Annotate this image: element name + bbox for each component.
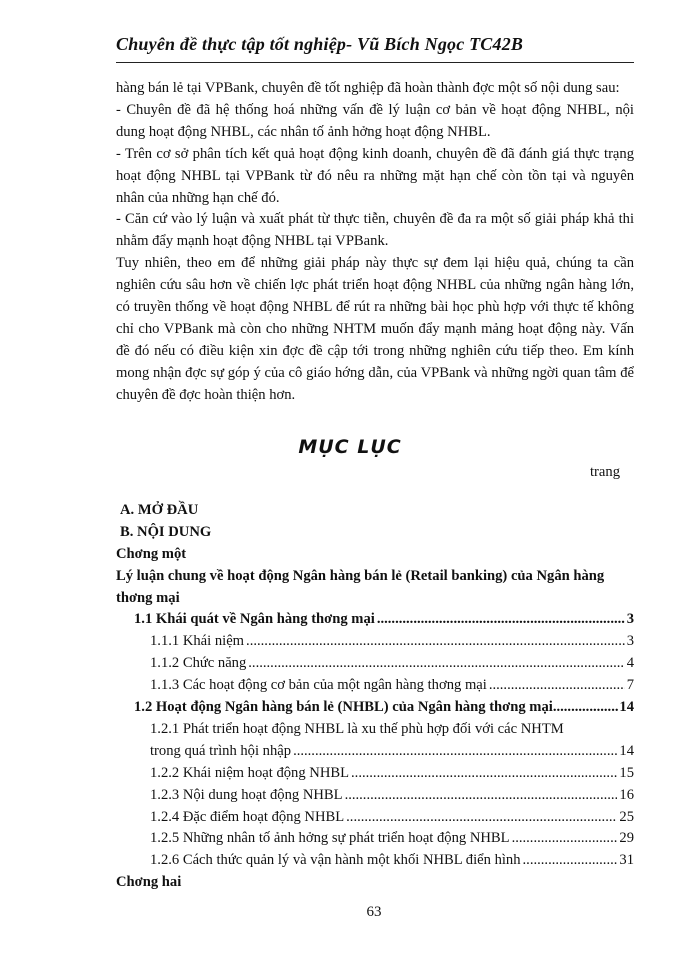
paragraph: - Căn cứ vào lý luận và xuất phát từ thực tiễn, chuyên đề đa ra một số giải pháp khả thi nhằm đẩy mạnh hoạt động NHBL tại VPBank. bbox=[116, 211, 634, 250]
toc-page-label: trang bbox=[590, 464, 620, 480]
toc-entry-page: 15 bbox=[619, 764, 634, 781]
toc-entry bbox=[116, 828, 634, 850]
toc-part-b: B. NỘI DUNG bbox=[120, 523, 212, 540]
toc-entry bbox=[116, 609, 634, 631]
toc-entry bbox=[116, 763, 634, 785]
toc-entry-page: 7 bbox=[626, 677, 634, 694]
toc-entry-page: 29 bbox=[619, 830, 634, 847]
toc-entry-text: 1.2.2 Khái niệm hoạt động NHBL bbox=[150, 764, 350, 781]
toc-chapter-1: Chơng một bbox=[116, 545, 187, 562]
body-text bbox=[116, 78, 634, 407]
toc-entry-page: 14 bbox=[619, 699, 634, 716]
toc-entry bbox=[116, 807, 634, 829]
toc-entry bbox=[116, 631, 634, 653]
toc-entry-text: 1.2.3 Nội dung hoạt động NHBL bbox=[150, 786, 343, 803]
toc-entry-page: 25 bbox=[619, 808, 634, 825]
toc-entry-page: 3 bbox=[626, 611, 634, 628]
toc-entry-text-line: 1.2.1 Phát triển hoạt động NHBL là xu thế phù hợp đối với các NHTM bbox=[150, 720, 564, 737]
toc-entry-text: 1.2 Hoạt động Ngân hàng bán lẻ (NHBL) của Ngân hàng thơng mại bbox=[134, 699, 553, 716]
page-number: 63 bbox=[366, 904, 382, 920]
toc-entry-page: 14 bbox=[619, 742, 634, 759]
toc-entry-text: 1.1.2 Chức năng bbox=[150, 655, 247, 672]
toc-entry-page: 31 bbox=[619, 852, 634, 869]
toc-entry bbox=[116, 785, 634, 807]
paragraph: - Trên cơ sở phân tích kết quả hoạt động kinh doanh, chuyên đề đã đánh giá thực trạng hoạt động NHBL tại VPBank từ đó nêu ra những mặt hạn chế còn tồn tại và nguyên nhân của những hạn chế đó. bbox=[116, 145, 634, 206]
toc-entry-text: 1.1.1 Khái niệm bbox=[150, 633, 245, 650]
toc-entry bbox=[116, 675, 634, 697]
toc-entry-text: 1.2.5 Những nhân tố ảnh hởng sự phát triển hoạt động NHBL bbox=[150, 830, 510, 847]
table-of-contents bbox=[116, 500, 634, 894]
header-divider bbox=[116, 62, 634, 63]
toc-entry-text: trong quá trình hội nhập bbox=[150, 742, 292, 759]
toc-chapter-1-title: Lý luận chung về hoạt động Ngân hàng bán lẻ (Retail banking) của Ngân hàng thơng mại bbox=[116, 567, 605, 606]
paragraph: - Chuyên đề đã hệ thống hoá những vấn đề lý luận cơ bản về hoạt động NHBL, nội dung hoạt động NHBL, các nhân tố ảnh hởng hoạt động NHBL. bbox=[116, 101, 634, 140]
toc-entry-text: 1.1.3 Các hoạt động cơ bản của một ngân hàng thơng mại bbox=[150, 677, 487, 694]
document-header: Chuyên đề thực tập tốt nghiệp- Vũ Bích Ngọc TC42B bbox=[116, 34, 524, 54]
toc-entry-page: 3 bbox=[626, 633, 634, 650]
toc-entry-text: 1.2.4 Đặc điểm hoạt động NHBL bbox=[150, 808, 345, 825]
paragraph: hàng bán lẻ tại VPBank, chuyên đề tốt nghiệp đã hoàn thành đợc một số nội dung sau: bbox=[116, 80, 620, 96]
paragraph: Tuy nhiên, theo em để những giải pháp này thực sự đem lại hiệu quả, chúng ta cần nghiên cứu sâu hơn về chiến lợc phát triển hoạt động NHBL của những ngân hàng lớn, có truyền thống về hoạt động NHBL để rút ra những bài học phù hợp với thực tế không chỉ cho VPBank mà còn cho những NHTM muốn đẩy mạnh mảng hoạt động này. Vấn đề đó nếu có điều kiện xin đợc đề cập tới trong những nghiên cứu tiếp theo. Em kính mong nhận đợc sự góp ý của cô giáo hớng dẫn, của VPBank và những ngời quan tâm để chuyên đề đợc hoàn thiện hơn. bbox=[116, 255, 634, 403]
toc-chapter-2: Chơng hai bbox=[116, 874, 182, 891]
toc-entry-page: 16 bbox=[619, 786, 634, 803]
toc-entry bbox=[116, 850, 634, 872]
toc-entry-text: 1.2.6 Cách thức quản lý và vận hành một khối NHBL điển hình bbox=[150, 852, 521, 869]
toc-entry-page: 4 bbox=[626, 655, 634, 672]
toc-entry bbox=[116, 697, 634, 719]
toc-entry-text: 1.1 Khái quát về Ngân hàng thơng mại bbox=[134, 611, 375, 628]
toc-entry bbox=[116, 653, 634, 675]
toc-part-a: A. MỞ ĐẦU bbox=[120, 502, 199, 518]
toc-entry bbox=[116, 741, 634, 763]
toc-title: MỤC LỤC bbox=[298, 436, 402, 458]
